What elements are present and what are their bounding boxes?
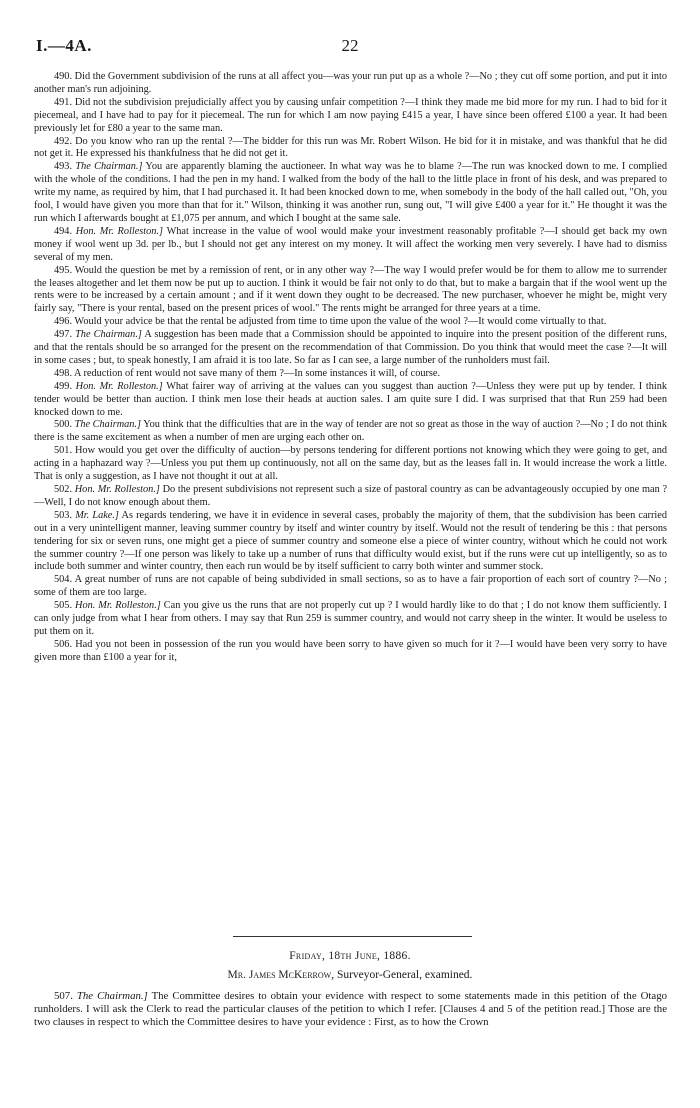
question-text: How would you get over the difficulty of auction—by persons tendering for different portions not knowing which they were going to get, and acting in a haphazard way ?—Unless you put them up continuously, not all on the same day, but as the leases fall in. It would increase the work a little. That is only a suggestion, as I have not thought it out at all. — [34, 445, 667, 483]
question-text: You think that the difficulties that are in the way of tender are not so great as those in the way of auction ?—No ; I do not think there is the same excitement as when a number of men are urging each other on. — [34, 419, 667, 444]
question-text: Do the present subdivisions not represent such a size of pastoral country as can be advantageously occupied by one man ?—Well, I do not know enough about them. — [34, 484, 668, 508]
question-paragraph — [34, 329, 667, 368]
section-divider — [233, 936, 472, 937]
question-number: 507. — [54, 990, 73, 1002]
question-text: Do you know who ran up the rental ?—The bidder for this run was Mr. Robert Wilson. He bid for it in mistake, and was thankful that he did not get it. He expressed his thankfulness that he did not get it. — [34, 135, 667, 160]
speaker-name: The Chairman.] — [75, 161, 143, 173]
question-paragraph — [34, 136, 667, 162]
question-paragraph — [34, 990, 667, 1030]
speaker-name: Hon. Mr. Rolleston.] — [75, 380, 163, 392]
question-number: 504. — [54, 574, 73, 586]
question-paragraph — [34, 445, 667, 484]
question-text: Had you not been in possession of the run you would have been sorry to have given so much for it ?—I would have been very sorry to have given more than £100 a year for it, — [34, 638, 668, 663]
question-number: 500. — [54, 419, 73, 431]
question-paragraph — [34, 316, 667, 329]
question-number: 497. — [54, 329, 73, 341]
question-paragraph — [34, 265, 667, 317]
question-paragraph — [34, 226, 667, 265]
question-number: 493. — [54, 161, 73, 173]
question-paragraph — [34, 161, 667, 226]
section-date: Friday, 18th June, 1886. — [289, 950, 411, 962]
question-number: 506. — [54, 638, 73, 650]
question-number: 494. — [54, 225, 73, 237]
question-text: Did the Government subdivision of the runs at all affect you—was your run put up as a whole ?—No ; they cut off some portion, and put it into another man's run adjoining. — [34, 71, 668, 95]
question-paragraph — [34, 419, 667, 445]
question-paragraph — [34, 381, 667, 420]
question-paragraph — [34, 97, 667, 136]
question-text: What fairer way of arriving at the values can you suggest than auction ?—Unless they were put up by tender. I think tender would be better than auction. I think men lose their heads at auction sales. I am quite sure I did. I was surprised that that Run 259 had been knocked down to me. — [34, 380, 668, 418]
speaker-name: The Chairman.] — [75, 329, 142, 341]
speaker-name: The Chairman.] — [76, 990, 148, 1002]
evidence-body-continued — [34, 990, 667, 1030]
question-number: 492. — [54, 135, 73, 147]
question-paragraph — [34, 574, 667, 600]
question-paragraph — [34, 368, 667, 381]
speaker-name: The Chairman.] — [74, 419, 142, 431]
question-text: A suggestion has been made that a Commission should be appointed to inquire into the present position of the different runs, and that the rentals should be so arranged for the present on the recommendation of that Commission. Do you think that would meet the case ?—It will in some cases ; but, to speak honestly, I am afraid it is too late. So far as I can see, a large number of the runholders must fail. — [34, 329, 667, 366]
question-text: What increase in the value of wool would make your investment reasonably profitable ?—I should get back my own money if wool went up 3d. per lb., but I should not get any interest on my money. It will affect the working men very severely. I have had to dismiss several of my men. — [34, 225, 668, 263]
question-number: 502. — [54, 484, 73, 495]
witness-name: Mr. James McKerrow, — [227, 969, 335, 981]
witness-heading — [0, 969, 700, 981]
speaker-name: Mr. Lake.] — [75, 509, 119, 521]
question-number: 496. — [54, 316, 73, 328]
question-number: 495. — [54, 264, 73, 276]
evidence-body — [34, 71, 667, 665]
question-paragraph — [34, 484, 667, 510]
page-number: 22 — [341, 36, 359, 55]
speaker-name: Hon. Mr. Rolleston.] — [75, 225, 164, 237]
question-text: Would your advice be that the rental be adjusted from time to time upon the value of the wool ?—It would come virtually to that. — [74, 316, 607, 328]
speaker-name: Hon. Mr. Rolleston.] — [75, 600, 161, 612]
question-number: 491. — [54, 96, 73, 108]
question-text: Would the question be met by a remission of rent, or in any other way ?—The way I would prefer would be for them to allow me to surrender the leases altogether and let them now be put up to auction. I think it would be fair not only to do that, but to make a bargain that if the wool went up the rents were to be increased by a certain amount ; and if it went down they ought to be decreased. The new purchaser, whoever he might be, might very fairly say, "There is your rental, based on the present prices of wool." The rents might be arranged for three years at a time. — [34, 264, 667, 315]
document-reference: I.—4A. — [36, 36, 92, 55]
question-paragraph — [34, 600, 667, 639]
question-paragraph — [34, 510, 667, 575]
question-text: Can you give us the runs that are not properly cut up ? I would hardly like to do that ; I do not know them sufficiently. I can only judge from what I hear from others. I may say that Run 259 is summer country, and would not carry sheep in the winter. It would be useless to put them on it. — [34, 600, 667, 637]
speaker-name: Hon. Mr. Rolleston.] — [74, 484, 160, 495]
question-text: Did not the subdivision prejudicially affect you by causing unfair competition ?—I think they made me bid more for my run. I had to bid for it piecemeal, and I have had to pay for it piecemeal. The run for which I am now paying £415 a year, I have since been offered £100 a year. It had been previously let for £80 a year to the same man. — [34, 96, 667, 134]
question-number: 490. — [54, 71, 73, 82]
question-text: A reduction of rent would not save many of them ?—In some instances it will, of course. — [74, 367, 441, 379]
question-text: As regards tendering, we have it in evidence in several cases, probably the majority of them, that the subdivision has been carried out in a very unintelligent manner, leaving summer country by itself and winter country by itself. Would not the result of tendering be this : that persons tendering for six or seven runs, one might get a piece of summer country and someone else a piece of winter country, without which he could not work the summer country ?—If one person was likely to take up a number of runs that difficulty would exist, but if the runs were cut up intelligently, so as to include both summer and winter country, then each run would be by itself sufficient to carry both winter and summer stock. — [34, 509, 667, 573]
question-text: The Committee desires to obtain your evidence with respect to some statements made in this petition of the Otago runholders. I will ask the Clerk to read the particular clauses of the petition to which I refer. [Clauses 4 and 5 of the petition read.] Those are the two clauses in respect to which the Committee desires to have your evidence : First, as to how the Crown — [34, 990, 667, 1029]
question-text: You are apparently blaming the auctioneer. In what way was he to blame ?—The run was knocked down to me. I complied with the whole of the conditions. I had the pen in my hand. I walked from the body of the hall to the little place in front of his desk, and was prepared to write my name, as required by him, that I had purchased it. It had been knocked down to me, when somebody in the body of the hall called out, "Oh, you fool, I would have given you more than that for it." Wilson, thinking it was another run, sung out, "I will give £400 a year for it." He thought it was the run which I afterwards bought at £1,075 per annum, and which I bought at the same sale. — [34, 161, 667, 224]
question-number: 498. — [54, 367, 73, 379]
question-text: A great number of runs are not capable of being subdivided in small sections, so as to have a fair proportion of each sort of country ?—No ; some of them are too large. — [34, 574, 667, 599]
question-number: 503. — [54, 509, 73, 521]
question-paragraph — [34, 639, 667, 665]
question-number: 501. — [54, 445, 73, 457]
witness-role: Surveyor-General, examined. — [336, 969, 473, 981]
question-number: 505. — [54, 600, 73, 612]
question-paragraph — [34, 71, 667, 97]
question-number: 499. — [54, 380, 73, 392]
